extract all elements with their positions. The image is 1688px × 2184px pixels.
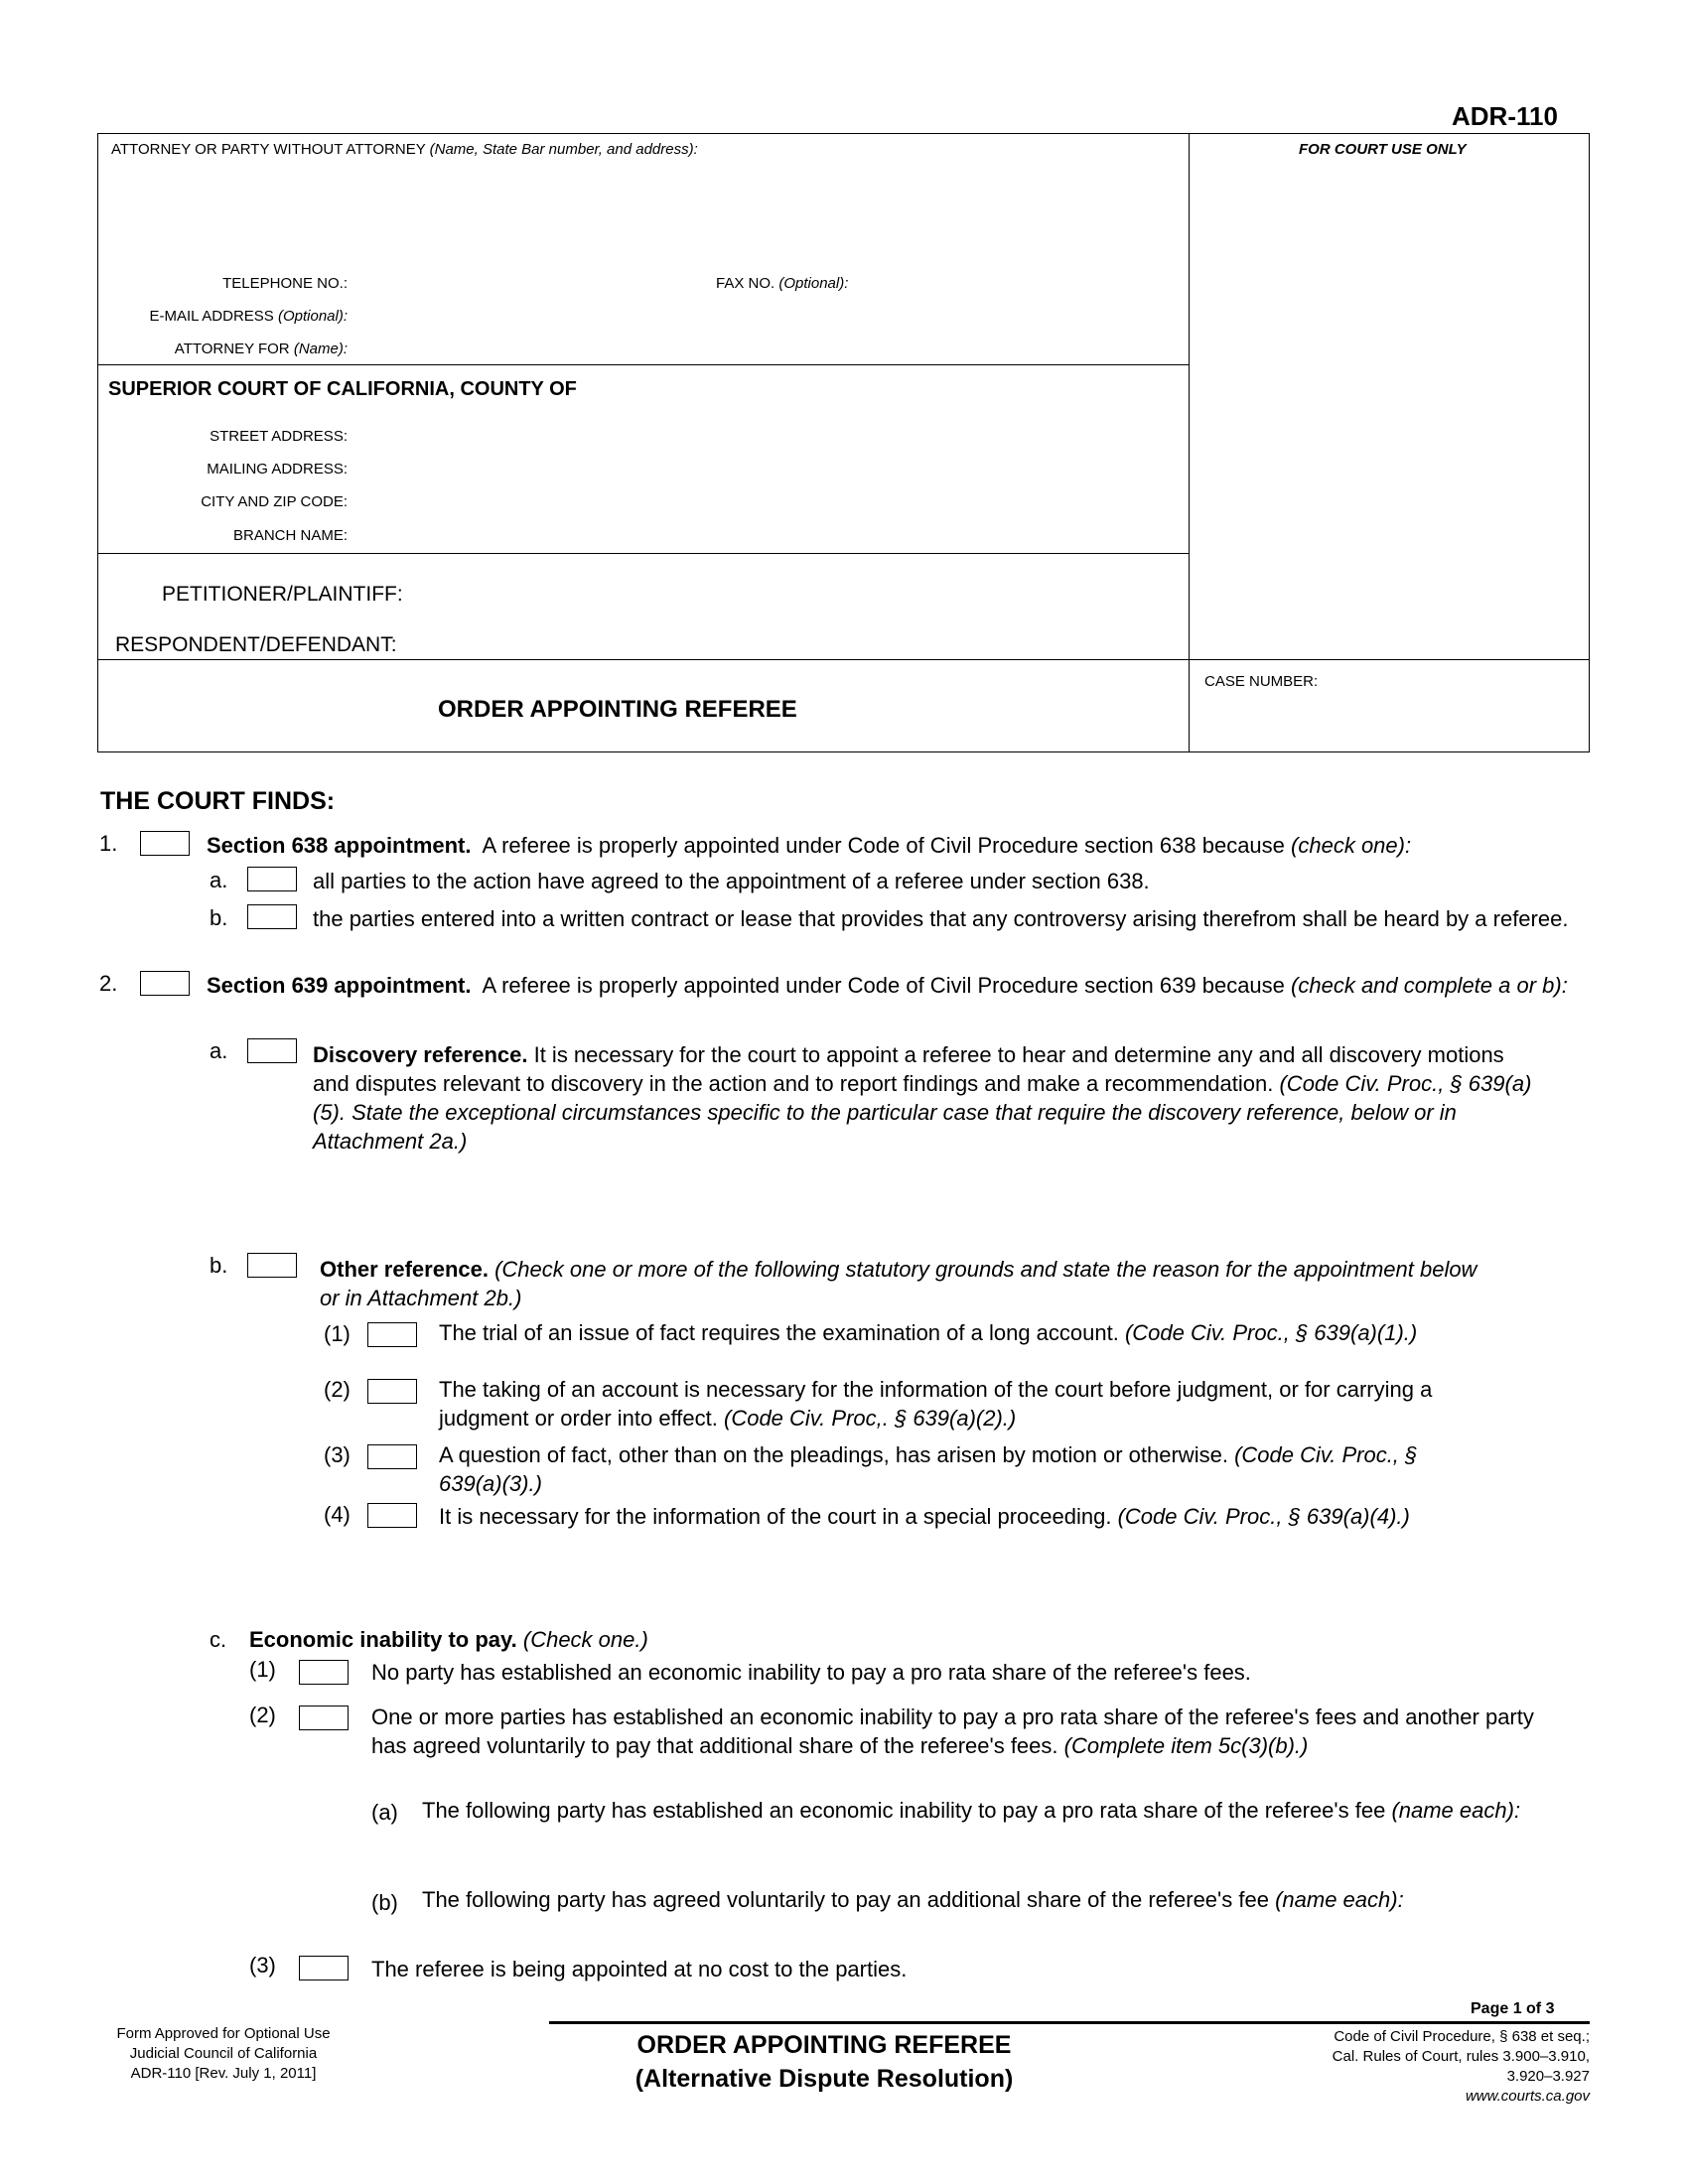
attorney-label-row xyxy=(111,141,698,158)
item2b3-checkbox[interactable] xyxy=(367,1444,417,1469)
street-address-label: STREET ADDRESS: xyxy=(210,428,348,445)
fax-label: FAX NO. xyxy=(716,275,775,292)
item2a-text xyxy=(313,1040,1534,1156)
item2b3-body: A question of fact, other than on the pleadings, has arisen by motion or otherwise. xyxy=(439,1442,1228,1467)
email-hint: (Optional): xyxy=(277,308,348,325)
item2c2-body: One or more parties has established an economic inability to pay a pro rata share of the referee's fees and another party has agreed voluntarily to pay that additional share of the referee's fees. xyxy=(371,1705,1534,1758)
item2b4-checkbox[interactable] xyxy=(367,1503,417,1528)
court-use-label: FOR COURT USE ONLY xyxy=(1299,141,1467,158)
form-id: ADR-110 xyxy=(1452,101,1558,131)
item2c2a-body: The following party has established an economic inability to pay a pro rata share of the referee's fee xyxy=(422,1798,1386,1823)
city-zip-label: CITY AND ZIP CODE: xyxy=(201,493,348,510)
respondent-label: RESPONDENT/DEFENDANT: xyxy=(115,633,397,656)
item1a-text: all parties to the action have agreed to the appointment of a referee under section 638. xyxy=(313,869,1150,893)
item2c2a-text xyxy=(422,1796,1564,1825)
item2-title: Section 639 appointment. xyxy=(207,973,472,998)
item2c-hint: (Check one.) xyxy=(522,1627,648,1652)
item2c2b-hint: (name each): xyxy=(1275,1887,1404,1912)
item2c1-text: No party has established an economic inability to pay a pro rata share of the referee's fees. xyxy=(371,1660,1251,1685)
mailing-address-label: MAILING ADDRESS: xyxy=(207,461,348,478)
attorney-for-label: ATTORNEY FOR xyxy=(174,341,290,357)
item2c2b-text xyxy=(422,1885,1404,1914)
item2b3-cite: (Code Civ. Proc., § 639(a)(3).) xyxy=(439,1442,1418,1496)
item2b1-number: (1) xyxy=(324,1321,351,1346)
attorney-for-hint: (Name): xyxy=(293,341,348,357)
footer-right-3: 3.920–3.927 xyxy=(1506,2068,1590,2085)
item1-hint: (check one): xyxy=(1291,833,1412,858)
item2c3-number: (3) xyxy=(249,1953,276,1978)
item2b-label: b. xyxy=(210,1253,228,1278)
petitioner-label: PETITIONER/PLAINTIFF: xyxy=(162,583,403,606)
item2b-hint: (Check one or more of the following statutory grounds and state the reason for the appointment below or in Attachment 2b.) xyxy=(320,1257,1477,1310)
item2c3-text: The referee is being appointed at no cost to the parties. xyxy=(371,1957,908,1981)
item2b4-body: It is necessary for the information of the court in a special proceeding. xyxy=(439,1504,1112,1529)
item1b-label: b. xyxy=(210,905,228,930)
item2b2-text xyxy=(439,1375,1481,1433)
item2b4-cite: (Code Civ. Proc., § 639(a)(4).) xyxy=(1117,1504,1410,1529)
item2b1-body: The trial of an issue of fact requires the examination of a long account. xyxy=(439,1320,1119,1345)
item1-text xyxy=(207,831,1587,860)
item2a-checkbox[interactable] xyxy=(247,1038,297,1063)
footer-rule xyxy=(549,2021,1590,2024)
item2b-text xyxy=(320,1255,1491,1312)
item2c2-hint: (Complete item 5c(3)(b).) xyxy=(1063,1733,1309,1758)
item1a-checkbox[interactable] xyxy=(247,867,297,891)
email-label-row xyxy=(99,308,348,325)
footer-right-2: Cal. Rules of Court, rules 3.900–3.910, xyxy=(1332,2048,1590,2065)
footer-title-1: ORDER APPOINTING REFEREE xyxy=(636,2031,1012,2059)
item2c2-text xyxy=(371,1703,1553,1760)
fax-label-row xyxy=(716,275,848,292)
findings-heading: THE COURT FINDS: xyxy=(100,787,336,815)
title-section-rule xyxy=(97,659,1590,660)
item2b-checkbox[interactable] xyxy=(247,1253,297,1278)
case-number-label: CASE NUMBER: xyxy=(1204,673,1319,690)
item2c-title: Economic inability to pay. xyxy=(249,1627,517,1652)
footer-title-2: (Alternative Dispute Resolution) xyxy=(634,2065,1014,2093)
item2b2-checkbox[interactable] xyxy=(367,1379,417,1404)
item2b2-cite: (Code Civ. Proc,. § 639(a)(2).) xyxy=(724,1406,1017,1431)
attorney-hint: (Name, State Bar number, and address): xyxy=(429,141,698,158)
item2-checkbox[interactable] xyxy=(140,971,190,996)
item1-number: 1. xyxy=(99,831,118,856)
page-number: Page 1 of 3 xyxy=(1471,2000,1555,2017)
attorney-label: ATTORNEY OR PARTY WITHOUT ATTORNEY xyxy=(111,141,426,158)
item2b3-number: (3) xyxy=(324,1442,351,1467)
item2a-title: Discovery reference. xyxy=(313,1042,528,1067)
footer-left-2: Judicial Council of California xyxy=(129,2045,318,2062)
item2c1-checkbox[interactable] xyxy=(299,1660,349,1685)
item1a-label: a. xyxy=(210,868,228,892)
item1b-text: the parties entered into a written contract or lease that provides that any controversy arising therefrom shall be heard by a referee. xyxy=(313,906,1569,931)
item1-title: Section 638 appointment. xyxy=(207,833,472,858)
attorney-for-row xyxy=(99,341,348,357)
item2a-body: It is necessary for the court to appoint a referee to hear and determine any and all discovery motions and disputes relevant to discovery in the action and to report findings and make a recommendation. xyxy=(313,1042,1504,1096)
item2c1-number: (1) xyxy=(249,1657,276,1682)
item2c2-number: (2) xyxy=(249,1703,276,1727)
item2b2-body: The taking of an account is necessary for the information of the court before judgment, or for carrying a judgment or order into effect. xyxy=(439,1377,1433,1431)
email-label: E-MAIL ADDRESS xyxy=(149,308,274,325)
footer-left-1: Form Approved for Optional Use xyxy=(116,2025,331,2042)
item2-body: A referee is properly appointed under Code of Civil Procedure section 639 because xyxy=(482,973,1285,998)
attorney-section-rule xyxy=(97,364,1190,365)
item1-body: A referee is properly appointed under Code of Civil Procedure section 638 because xyxy=(482,833,1285,858)
item1b-checkbox[interactable] xyxy=(247,904,297,929)
item2-hint: (check and complete a or b): xyxy=(1291,973,1568,998)
telephone-label: TELEPHONE NO.: xyxy=(222,275,348,292)
item2-text xyxy=(207,971,1587,1000)
item2c2a-label: (a) xyxy=(371,1800,398,1825)
item2a-hint: (Code Civ. Proc., § 639(a)(5). State the exceptional circumstances specific to the particular case that require the discovery reference, below or in Attachment 2a.) xyxy=(313,1071,1532,1154)
item2c-heading xyxy=(249,1625,648,1654)
item1-checkbox[interactable] xyxy=(140,831,190,856)
item2c2b-label: (b) xyxy=(371,1890,398,1915)
branch-name-label: BRANCH NAME: xyxy=(232,527,348,544)
item2c2b-body: The following party has agreed voluntarily to pay an additional share of the referee's fee xyxy=(422,1887,1269,1912)
item2a-label: a. xyxy=(210,1038,228,1063)
footer-right-1: Code of Civil Procedure, § 638 et seq.; xyxy=(1334,2028,1590,2045)
court-title: SUPERIOR COURT OF CALIFORNIA, COUNTY OF xyxy=(108,378,577,400)
item2b-title: Other reference. xyxy=(320,1257,489,1282)
footer-left-3: ADR-110 [Rev. July 1, 2011] xyxy=(130,2065,317,2082)
item2b1-cite: (Code Civ. Proc., § 639(a)(1).) xyxy=(1124,1320,1418,1345)
item2b4-number: (4) xyxy=(324,1502,351,1527)
item2b3-text xyxy=(439,1440,1481,1498)
item2c-label: c. xyxy=(210,1627,227,1652)
fax-hint: (Optional): xyxy=(778,275,849,292)
item2c3-checkbox[interactable] xyxy=(299,1956,349,1980)
footer-right-4[interactable]: www.courts.ca.gov xyxy=(1465,2088,1590,2105)
item2c2a-hint: (name each): xyxy=(1391,1798,1521,1823)
item2b1-checkbox[interactable] xyxy=(367,1322,417,1347)
form-title: ORDER APPOINTING REFEREE xyxy=(438,696,797,723)
court-section-rule xyxy=(97,553,1190,554)
item2b2-number: (2) xyxy=(324,1377,351,1402)
item2b4-text xyxy=(439,1502,1581,1531)
item2b1-text xyxy=(439,1318,1481,1347)
item2c2-checkbox[interactable] xyxy=(299,1706,349,1730)
item2-number: 2. xyxy=(99,971,118,996)
